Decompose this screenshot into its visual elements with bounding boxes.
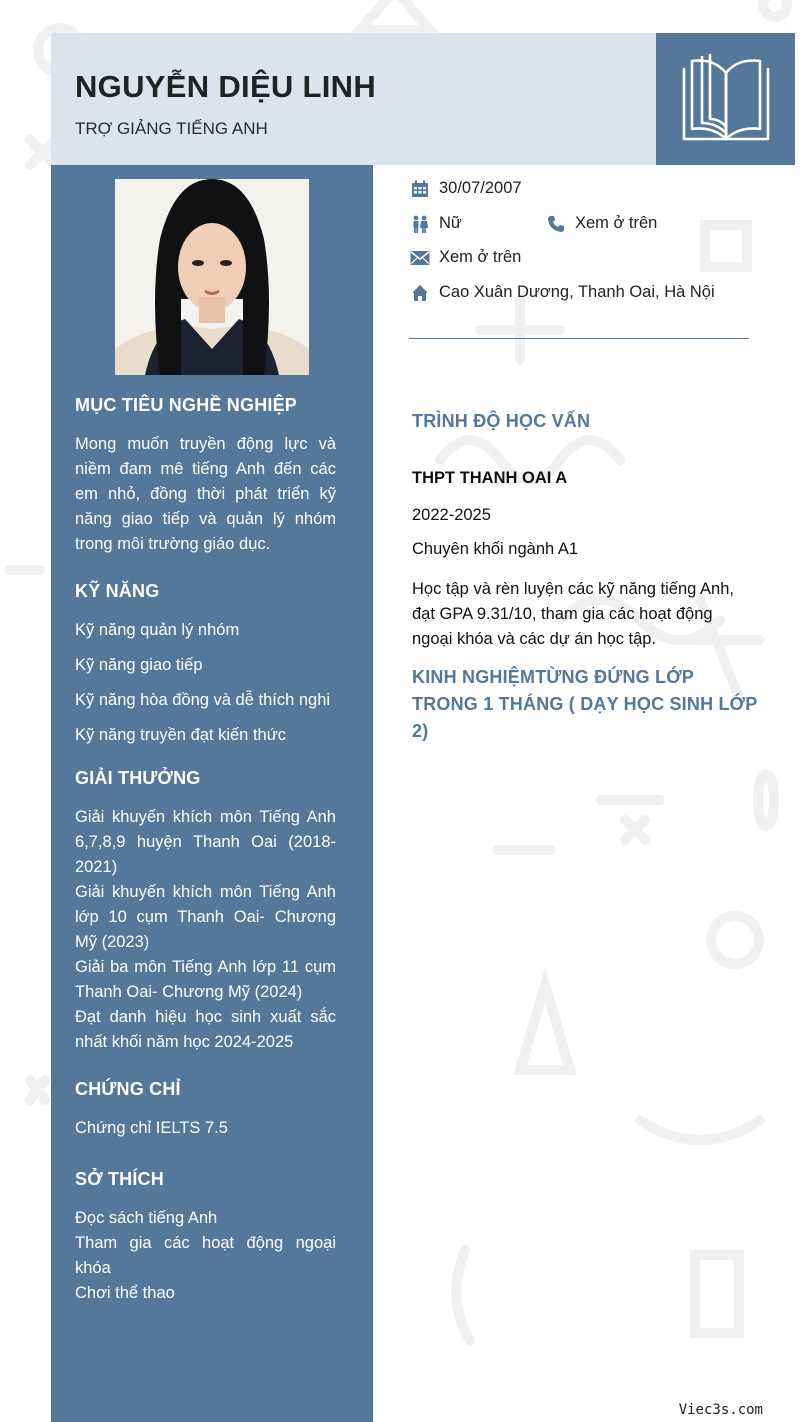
candidate-role: TRỢ GIẢNG TIẾNG ANH (75, 119, 268, 138)
certificates-title: CHỨNG CHỈ (75, 1079, 181, 1099)
phone-row (545, 214, 657, 233)
skills-section (75, 581, 336, 748)
birthdate-value: 30/07/2007 (439, 179, 522, 197)
education-major: Chuyên khối ngành A1 (412, 540, 579, 558)
certificate-item: Chứng chỉ IELTS 7.5 (75, 1119, 228, 1137)
skill-item: Kỹ năng hòa đồng và dễ thích nghi (75, 691, 331, 709)
address-value: Cao Xuân Dương, Thanh Oai, Hà Nội (439, 283, 715, 301)
candidate-name: NGUYỄN DIỆU LINH (75, 69, 377, 104)
contact-divider (409, 338, 749, 339)
skills-title: KỸ NĂNG (75, 581, 160, 601)
award-item: Giải khuyến khích môn Tiếng Anh 6,7,8,9 huyện Thanh Oai (2018-2021) (75, 808, 336, 876)
watermark-text: Viec3s.com (678, 1402, 763, 1418)
education-description: Học tập và rèn luyện các kỹ năng tiếng Anh, đạt GPA 9.31/10, tham gia các hoạt động ngoại khóa và các dự án học tập. (412, 580, 734, 648)
resume-page (51, 33, 795, 1422)
resume-header (51, 33, 656, 165)
education-years: 2022-2025 (412, 506, 491, 524)
objective-section (75, 395, 336, 557)
objective-text: Mong muốn truyền động lực và niềm đam mê tiếng Anh đến các em nhỏ, đồng thời phát triển kỹ năng giao tiếp và quản lý nhóm trong môi trường giáo dục. (75, 435, 336, 553)
gender-value: Nữ (439, 214, 462, 232)
education-title: TRÌNH ĐỘ HỌC VẤN (412, 411, 591, 431)
skill-item: Kỹ năng truyền đạt kiến thức (75, 726, 287, 744)
objective-title: MỤC TIÊU NGHỀ NGHIỆP (75, 395, 298, 415)
award-item: Giải khuyến khích môn Tiếng Anh lớp 10 cụm Thanh Oai- Chương Mỹ (2023) (75, 883, 336, 951)
skill-item: Kỹ năng giao tiếp (75, 656, 203, 674)
gender-icon (409, 215, 431, 233)
hobbies-section (75, 1169, 336, 1306)
home-icon (409, 284, 431, 302)
sidebar (51, 165, 373, 1422)
sidebar-content (75, 395, 336, 1324)
phone-icon (545, 215, 567, 233)
awards-title: GIẢI THƯỞNG (75, 768, 201, 788)
awards-section (75, 768, 336, 1055)
education-school: THPT THANH OAI A (412, 469, 568, 487)
calendar-icon (409, 180, 431, 198)
experience-title: KINH NGHIỆMTỪNG ĐỨNG LỚP TRONG 1 THÁNG ( DẠY HỌC SINH LỚP 2) (412, 667, 758, 741)
skill-item: Kỹ năng quản lý nhóm (75, 621, 240, 639)
hobby-item: Tham gia các hoạt động ngoại khóa (75, 1234, 336, 1277)
profile-photo (115, 179, 309, 375)
email-row (409, 248, 521, 267)
certificates-section (75, 1079, 336, 1141)
gender-row (409, 214, 462, 233)
hobbies-title: SỞ THÍCH (75, 1169, 164, 1189)
logo-panel (656, 33, 795, 165)
hobby-item: Chơi thể thao (75, 1284, 175, 1302)
email-icon (409, 249, 431, 267)
open-book-icon (678, 53, 774, 145)
award-item: Đạt danh hiệu học sinh xuất sắc nhất khối năm học 2024-2025 (75, 1008, 336, 1051)
email-value: Xem ở trên (439, 248, 522, 266)
address-row (409, 283, 715, 302)
birthdate-row (409, 179, 522, 198)
award-item: Giải ba môn Tiếng Anh lớp 11 cụm Thanh Oai- Chương Mỹ (2024) (75, 958, 336, 1001)
hobby-item: Đọc sách tiếng Anh (75, 1209, 218, 1227)
phone-value: Xem ở trên (575, 214, 658, 232)
